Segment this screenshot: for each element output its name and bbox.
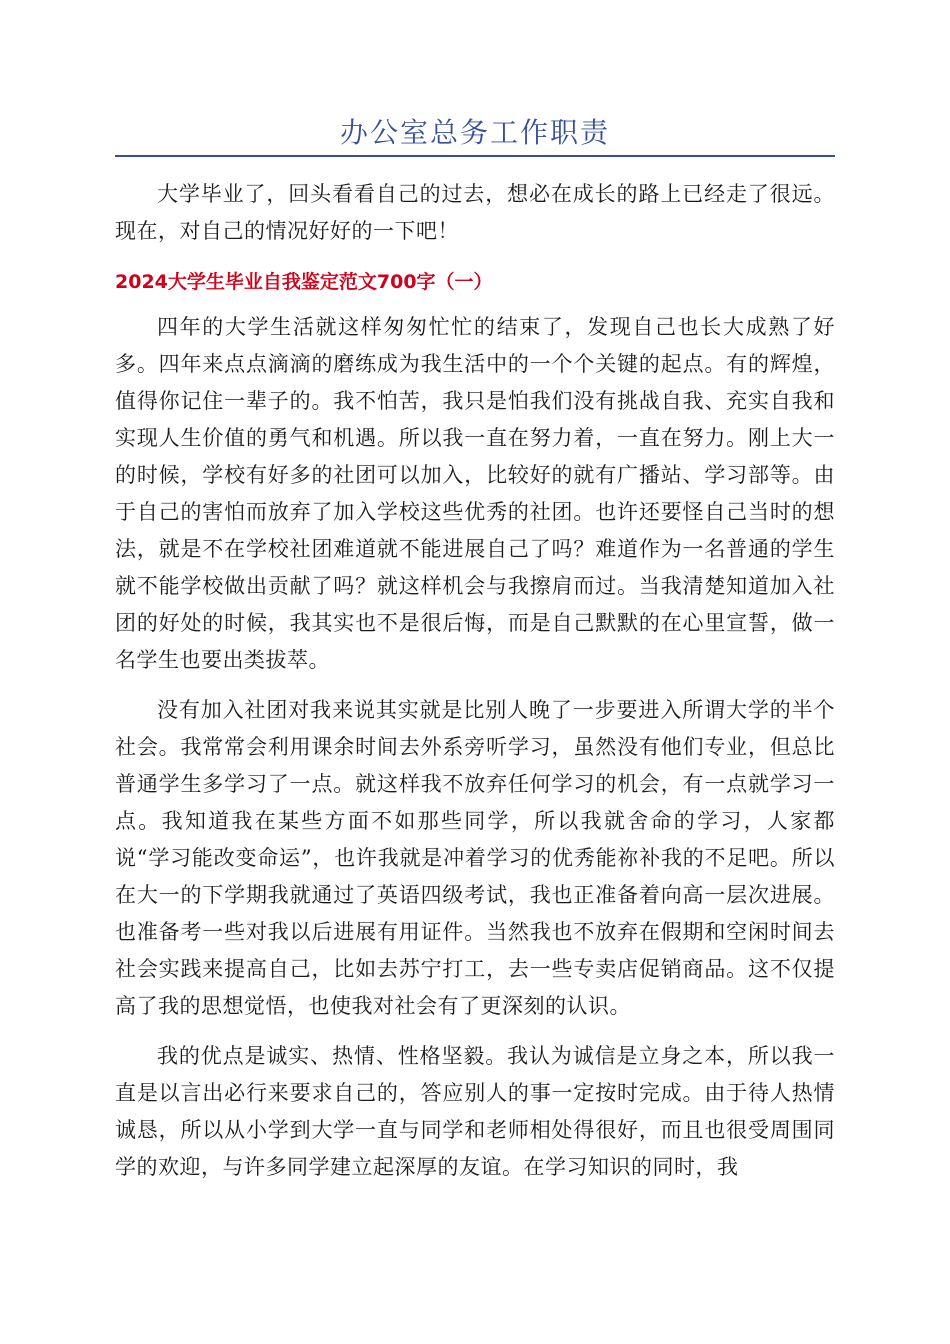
intro-paragraph: 大学毕业了，回头看看自己的过去，想必在成长的路上已经走了很远。现在，对自己的情况好好的一下吧！: [115, 182, 835, 243]
section-heading: 2024大学生毕业自我鉴定范文700字（一）: [115, 271, 493, 293]
body-paragraph-1: 四年的大学生活就这样匆匆忙忙的结束了，发现自己也长大成熟了好多。四年来点点滴滴的磨练成为我生活中的一个个关键的起点。有的辉煌，值得你记住一辈子的。我不怕苦，我只是怕我们没有挑战自我、充实自我和实现人生价值的勇气和机遇。所以我一直在努力着，一直在努力。刚上大一的时候，学校有好多的社团可以加入，比较好的就有广播站、学习部等。由于自己的害怕而放弃了加入学校这些优秀的社团。也许还要怪自己当时的想法，就是不在学校社团难道就不能进展自己了吗？难道作为一名普通的学生就不能学校做出贡献了吗？就这样机会与我擦肩而过。当我清楚知道加入社团的好处的时候，我其实也不是很后悔，而是自己默默的在心里宣誓，做一名学生也要出类拔萃。: [115, 315, 835, 672]
body-paragraph-2: 没有加入社团对我来说其实就是比别人晚了一步要进入所谓大学的半个社会。我常常会利用课余时间去外系旁听学习，虽然没有他们专业，但总比普通学生多学习了一点。就这样我不放弃任何学习的机会，有一点就学习一点。我知道我在某些方面不如那些同学，所以我就舍命的学习，人家都说“学习能改变命运”，也许我就是冲着学习的优秀能祢补我的不足吧。所以在大一的下学期我就通过了英语四级考试，我也正准备着向高一层次进展。也准备考一些对我以后进展有用证件。当然我也不放弃在假期和空闲时间去社会实践来提高自己，比如去苏宁打工，去一些专卖店促销商品。这不仅提高了我的思想觉悟，也使我对社会有了更深刻的认识。: [115, 698, 835, 1018]
document-body: [115, 176, 835, 1186]
body-paragraph-3: 我的优点是诚实、热情、性格坚毅。我认为诚信是立身之本，所以我一直是以言出必行来要求自己的，答应别人的事一定按时完成。由于待人热情诚恳，所以从小学到大学一直与同学和老师相处得很好，而且也很受周围同学的欢迎，与许多同学建立起深厚的友谊。在学习知识的同时，我: [115, 1044, 835, 1179]
title-underline: [115, 155, 835, 157]
document-title: 办公室总务工作职责: [339, 116, 610, 149]
